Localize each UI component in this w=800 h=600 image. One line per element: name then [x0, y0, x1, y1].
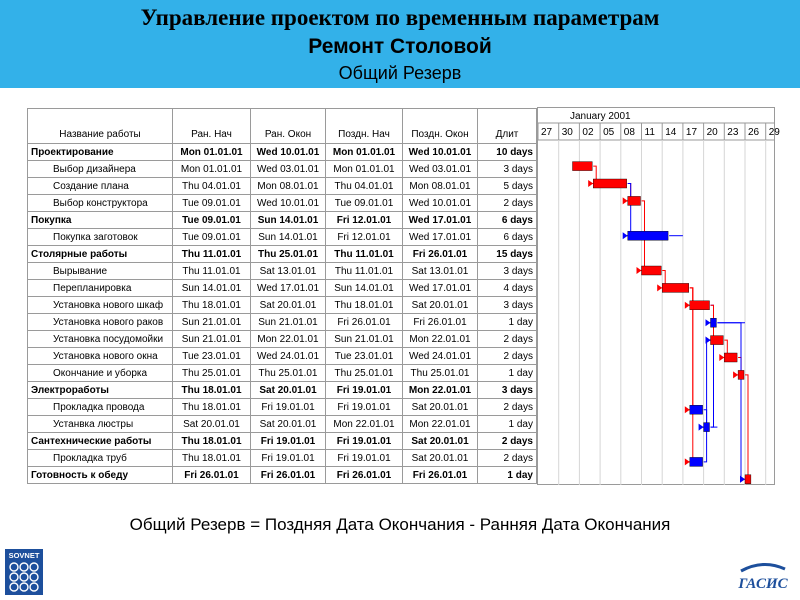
late-finish-cell: Wed 03.01.01 — [403, 161, 478, 178]
gantt-scale-label: 30 — [561, 127, 573, 138]
gantt-scale-label: 23 — [727, 127, 739, 138]
early-finish-cell: Wed 17.01.01 — [251, 280, 326, 297]
duration-cell: 1 day — [478, 314, 537, 331]
duration-cell: 4 days — [478, 280, 537, 297]
col-header-early-finish: Ран. Окон — [251, 109, 326, 144]
late-start-cell: Mon 01.01.01 — [326, 144, 403, 161]
late-start-cell: Thu 25.01.01 — [326, 365, 403, 382]
early-start-cell: Mon 01.01.01 — [173, 144, 251, 161]
early-finish-cell: Mon 08.01.01 — [251, 178, 326, 195]
task-name-cell: Прокладка провода — [28, 399, 173, 416]
early-finish-cell: Sun 14.01.01 — [251, 212, 326, 229]
gantt-scale-label: 26 — [748, 127, 760, 138]
task-row[interactable] — [28, 297, 537, 314]
task-row[interactable] — [28, 399, 537, 416]
task-name-cell: Прокладка труб — [28, 450, 173, 467]
early-finish-cell: Wed 03.01.01 — [251, 161, 326, 178]
gasis-logo-text: ГАСИС — [738, 576, 788, 592]
early-finish-cell: Sat 20.01.01 — [251, 297, 326, 314]
gantt-task-bar — [704, 423, 710, 432]
gantt-critical-bar — [724, 353, 737, 362]
gantt-critical-bar — [593, 179, 627, 188]
page-subtitle: Общий Резерв — [338, 63, 462, 83]
task-row[interactable] — [28, 263, 537, 280]
late-start-cell: Fri 26.01.01 — [326, 314, 403, 331]
task-name-cell: Покупка — [28, 212, 173, 229]
gantt-task-bar — [690, 405, 703, 414]
task-name-cell: Покупка заготовок — [28, 229, 173, 246]
task-row[interactable] — [28, 280, 537, 297]
col-header-early-start: Ран. Нач — [173, 109, 251, 144]
early-finish-cell: Sat 13.01.01 — [251, 263, 326, 280]
late-finish-cell: Mon 22.01.01 — [403, 416, 478, 433]
task-name-cell: Сантехнические работы — [28, 433, 173, 450]
task-row[interactable] — [28, 416, 537, 433]
late-finish-cell: Sat 20.01.01 — [403, 399, 478, 416]
early-start-cell: Fri 26.01.01 — [173, 467, 251, 484]
duration-cell: 3 days — [478, 382, 537, 399]
task-row[interactable] — [28, 229, 537, 246]
task-name-cell: Проектирование — [28, 144, 173, 161]
table-header-row — [28, 109, 537, 144]
duration-cell: 6 days — [478, 212, 537, 229]
task-row[interactable] — [28, 450, 537, 467]
duration-cell: 1 day — [478, 467, 537, 484]
late-start-cell: Tue 23.01.01 — [326, 348, 403, 365]
gantt-scale-label: 05 — [603, 127, 615, 138]
gantt-scale-label: 29 — [768, 127, 780, 138]
late-start-cell: Tue 09.01.01 — [326, 195, 403, 212]
late-finish-cell: Wed 17.01.01 — [403, 280, 478, 297]
gantt-month-label: January 2001 — [570, 111, 631, 122]
late-finish-cell: Fri 26.01.01 — [403, 467, 478, 484]
gantt-scale-label: 02 — [582, 127, 594, 138]
gantt-critical-bar — [745, 475, 751, 484]
col-header-duration: Длит — [478, 109, 537, 144]
task-name-cell: Устанвка люстры — [28, 416, 173, 433]
late-start-cell: Fri 19.01.01 — [326, 450, 403, 467]
early-finish-cell: Fri 26.01.01 — [251, 467, 326, 484]
early-start-cell: Sun 21.01.01 — [173, 314, 251, 331]
late-start-cell: Fri 19.01.01 — [326, 382, 403, 399]
duration-cell: 6 days — [478, 229, 537, 246]
late-finish-cell: Sat 20.01.01 — [403, 450, 478, 467]
late-start-cell: Fri 12.01.01 — [326, 212, 403, 229]
task-name-cell: Перепланировка — [28, 280, 173, 297]
late-start-cell: Fri 12.01.01 — [326, 229, 403, 246]
early-start-cell: Thu 04.01.01 — [173, 178, 251, 195]
early-start-cell: Thu 11.01.01 — [173, 246, 251, 263]
sovnet-logo-text: SOVNET — [8, 551, 40, 560]
late-start-cell: Fri 19.01.01 — [326, 433, 403, 450]
gantt-scale-label: 08 — [623, 127, 635, 138]
early-start-cell: Sun 14.01.01 — [173, 280, 251, 297]
task-table — [27, 108, 537, 484]
late-finish-cell: Wed 17.01.01 — [403, 212, 478, 229]
gantt-critical-bar — [573, 162, 593, 171]
summary-task-row[interactable] — [28, 246, 537, 263]
gantt-scale-label: 11 — [644, 127, 655, 138]
early-start-cell: Thu 18.01.01 — [173, 450, 251, 467]
late-finish-cell: Thu 25.01.01 — [403, 365, 478, 382]
summary-task-row[interactable] — [28, 144, 537, 161]
summary-task-row[interactable] — [28, 382, 537, 399]
col-header-late-finish: Поздн. Окон — [403, 109, 478, 144]
late-start-cell: Mon 01.01.01 — [326, 161, 403, 178]
task-name-cell: Столярные работы — [28, 246, 173, 263]
gantt-scale-label: 17 — [685, 127, 698, 138]
project-title: Ремонт Столовой — [308, 35, 492, 58]
duration-cell: 3 days — [478, 263, 537, 280]
early-finish-cell: Wed 24.01.01 — [251, 348, 326, 365]
early-finish-cell: Wed 10.01.01 — [251, 195, 326, 212]
early-finish-cell: Wed 10.01.01 — [251, 144, 326, 161]
task-name-cell: Выбор конструктора — [28, 195, 173, 212]
task-row[interactable] — [28, 365, 537, 382]
late-finish-cell: Sat 20.01.01 — [403, 297, 478, 314]
duration-cell: 2 days — [478, 195, 537, 212]
duration-cell: 2 days — [478, 331, 537, 348]
late-finish-cell: Wed 10.01.01 — [403, 144, 478, 161]
early-start-cell: Thu 25.01.01 — [173, 365, 251, 382]
early-finish-cell: Sat 20.01.01 — [251, 416, 326, 433]
duration-cell: 2 days — [478, 399, 537, 416]
late-finish-cell: Mon 22.01.01 — [403, 382, 478, 399]
summary-task-row[interactable] — [28, 212, 537, 229]
duration-cell: 3 days — [478, 161, 537, 178]
late-start-cell: Thu 11.01.01 — [326, 263, 403, 280]
early-start-cell: Tue 09.01.01 — [173, 195, 251, 212]
early-start-cell: Tue 23.01.01 — [173, 348, 251, 365]
task-name-cell: Установка нового окна — [28, 348, 173, 365]
duration-cell: 1 day — [478, 365, 537, 382]
late-start-cell: Sun 21.01.01 — [326, 331, 403, 348]
duration-cell: 5 days — [478, 178, 537, 195]
gantt-scale-label: 27 — [541, 127, 553, 138]
task-table-wrapper — [27, 108, 537, 484]
task-name-cell: Установка нового раков — [28, 314, 173, 331]
early-start-cell: Thu 18.01.01 — [173, 433, 251, 450]
gantt-scale-label: 20 — [706, 127, 718, 138]
early-finish-cell: Sun 21.01.01 — [251, 314, 326, 331]
early-finish-cell: Fri 19.01.01 — [251, 399, 326, 416]
late-finish-cell: Sat 13.01.01 — [403, 263, 478, 280]
early-start-cell: Thu 18.01.01 — [173, 399, 251, 416]
late-finish-cell: Mon 08.01.01 — [403, 178, 478, 195]
task-row[interactable] — [28, 161, 537, 178]
page-title: Управление проектом по временным параметрам — [140, 5, 660, 30]
formula-text: Общий Резерв = Поздняя Дата Окончания - Ранняя Дата Окончания — [129, 515, 671, 534]
duration-cell: 15 days — [478, 246, 537, 263]
gasis-logo — [735, 563, 791, 593]
early-start-cell: Thu 18.01.01 — [173, 297, 251, 314]
late-finish-cell: Mon 22.01.01 — [403, 331, 478, 348]
task-name-cell: Электроработы — [28, 382, 173, 399]
late-start-cell: Sun 14.01.01 — [326, 280, 403, 297]
late-finish-cell: Fri 26.01.01 — [403, 314, 478, 331]
duration-cell: 2 days — [478, 450, 537, 467]
early-finish-cell: Sun 14.01.01 — [251, 229, 326, 246]
late-start-cell: Thu 11.01.01 — [326, 246, 403, 263]
duration-cell: 3 days — [478, 297, 537, 314]
early-finish-cell: Fri 19.01.01 — [251, 433, 326, 450]
late-finish-cell: Wed 24.01.01 — [403, 348, 478, 365]
col-header-name: Название работы — [28, 109, 173, 144]
gantt-critical-bar — [642, 266, 662, 275]
task-row[interactable] — [28, 178, 537, 195]
early-start-cell: Tue 09.01.01 — [173, 229, 251, 246]
task-row[interactable] — [28, 348, 537, 365]
gantt-task-bar — [711, 318, 717, 327]
task-row[interactable] — [28, 195, 537, 212]
summary-task-row[interactable] — [28, 467, 537, 484]
task-name-cell: Установка нового шкаф — [28, 297, 173, 314]
gantt-task-bar — [690, 457, 703, 466]
duration-cell: 2 days — [478, 433, 537, 450]
gantt-critical-bar — [690, 301, 710, 310]
summary-task-row[interactable] — [28, 433, 537, 450]
gantt-critical-bar — [662, 283, 689, 292]
late-start-cell: Mon 22.01.01 — [326, 416, 403, 433]
late-finish-cell: Fri 26.01.01 — [403, 246, 478, 263]
duration-cell: 10 days — [478, 144, 537, 161]
late-start-cell: Fri 19.01.01 — [326, 399, 403, 416]
early-finish-cell: Sat 20.01.01 — [251, 382, 326, 399]
late-finish-cell: Wed 17.01.01 — [403, 229, 478, 246]
col-header-late-start: Поздн. Нач — [326, 109, 403, 144]
sovnet-logo — [5, 549, 43, 595]
task-name-cell: Готовность к обеду — [28, 467, 173, 484]
early-start-cell: Thu 11.01.01 — [173, 263, 251, 280]
duration-cell: 1 day — [478, 416, 537, 433]
gantt-critical-bar — [711, 336, 724, 345]
late-start-cell: Thu 18.01.01 — [326, 297, 403, 314]
task-name-cell: Окончание и уборка — [28, 365, 173, 382]
early-start-cell: Tue 09.01.01 — [173, 212, 251, 229]
task-row[interactable] — [28, 331, 537, 348]
early-finish-cell: Fri 19.01.01 — [251, 450, 326, 467]
late-start-cell: Fri 26.01.01 — [326, 467, 403, 484]
gantt-critical-bar — [738, 370, 744, 379]
early-finish-cell: Thu 25.01.01 — [251, 246, 326, 263]
gantt-task-bar — [628, 231, 668, 240]
task-row[interactable] — [28, 314, 537, 331]
task-name-cell: Создание плана — [28, 178, 173, 195]
late-start-cell: Thu 04.01.01 — [326, 178, 403, 195]
late-finish-cell: Wed 10.01.01 — [403, 195, 478, 212]
early-start-cell: Thu 18.01.01 — [173, 382, 251, 399]
title-banner — [0, 0, 800, 88]
early-finish-cell: Thu 25.01.01 — [251, 365, 326, 382]
gantt-scale-label: 14 — [665, 127, 677, 138]
late-finish-cell: Sat 20.01.01 — [403, 433, 478, 450]
task-name-cell: Вырывание — [28, 263, 173, 280]
task-name-cell: Выбор дизайнера — [28, 161, 173, 178]
early-start-cell: Sun 21.01.01 — [173, 331, 251, 348]
duration-cell: 2 days — [478, 348, 537, 365]
early-start-cell: Mon 01.01.01 — [173, 161, 251, 178]
early-start-cell: Sat 20.01.01 — [173, 416, 251, 433]
gantt-chart — [537, 107, 780, 485]
early-finish-cell: Mon 22.01.01 — [251, 331, 326, 348]
task-name-cell: Установка посудомойки — [28, 331, 173, 348]
gantt-critical-bar — [628, 196, 641, 205]
